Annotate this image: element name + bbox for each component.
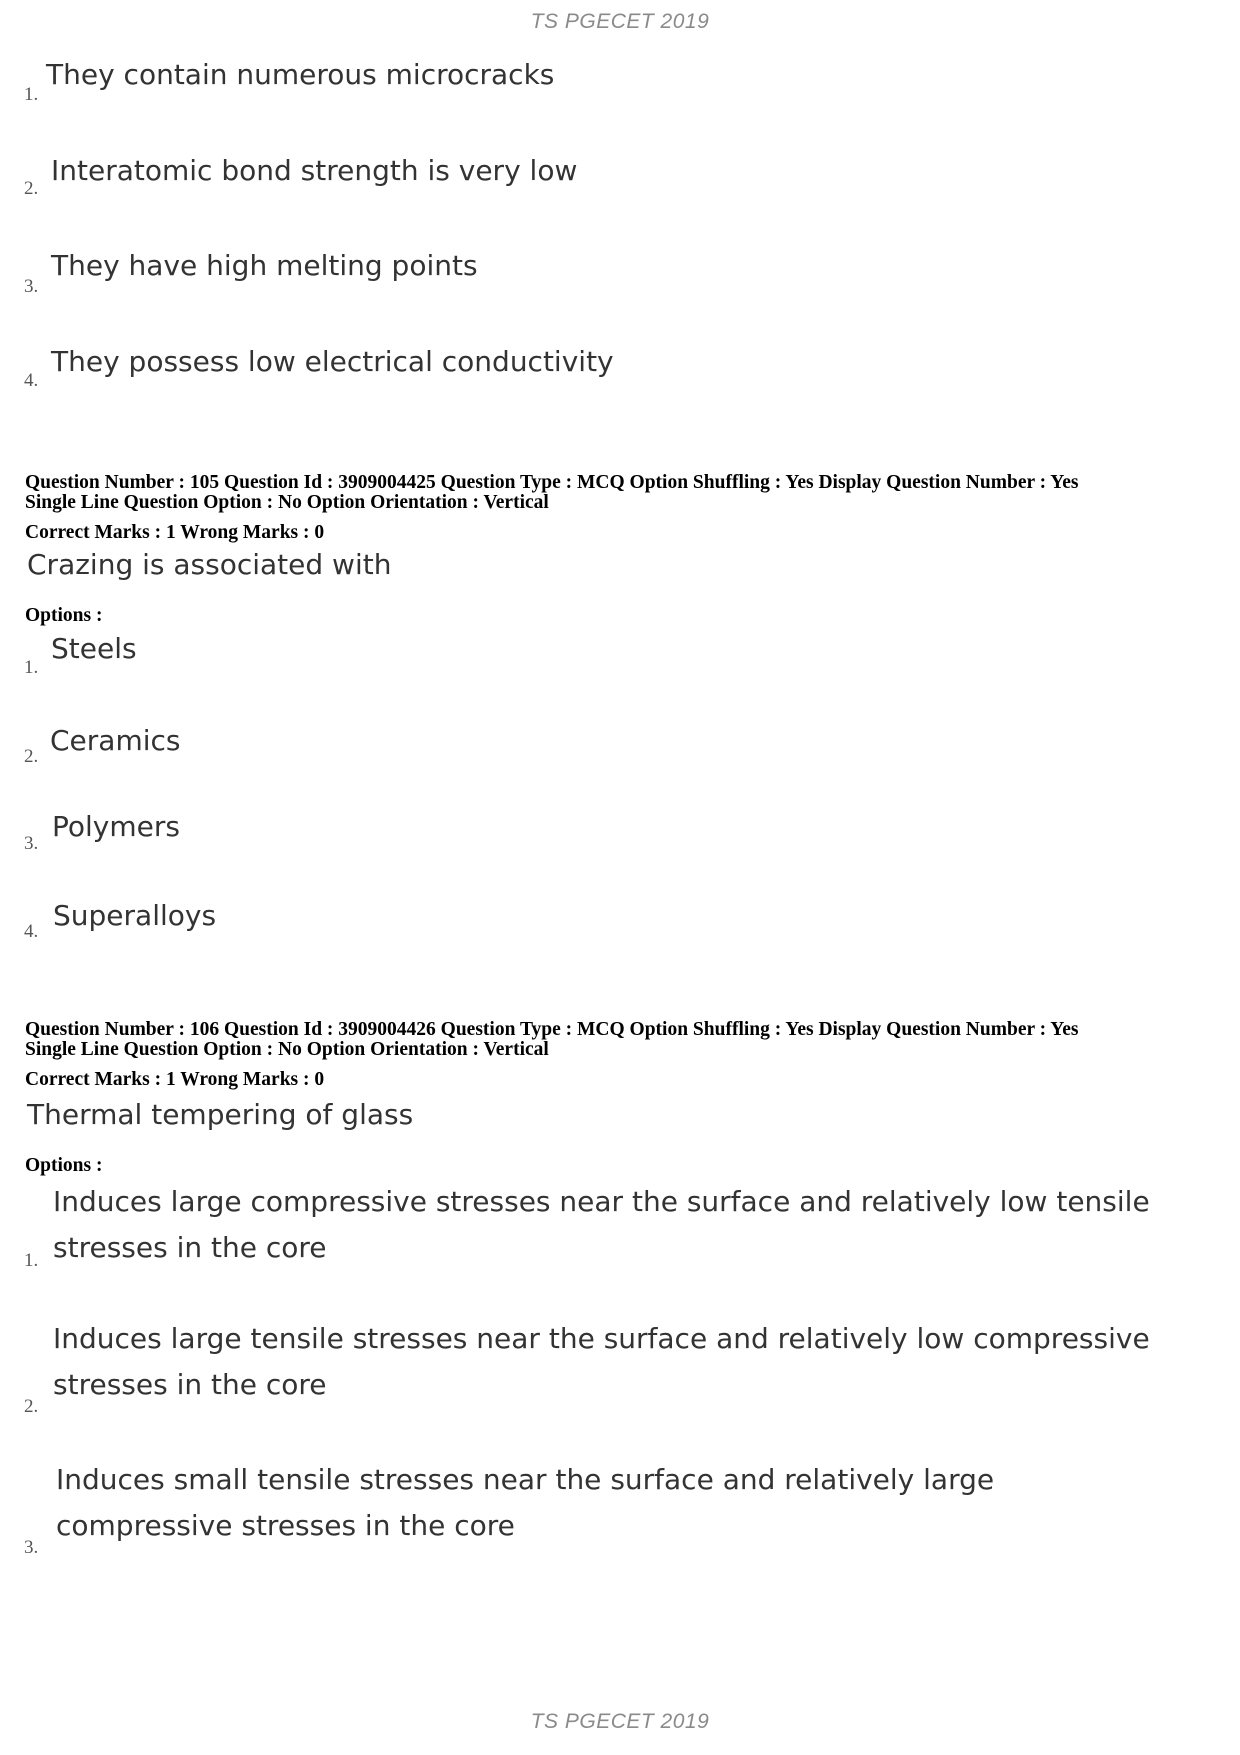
option-number: 2. <box>24 746 39 767</box>
option-text: Superalloys <box>53 899 217 932</box>
option-text: Ceramics <box>50 724 181 757</box>
option-text: They contain numerous microcracks <box>46 58 555 91</box>
option-number: 1. <box>24 657 39 678</box>
option-text: Interatomic bond strength is very low <box>51 154 578 187</box>
question-meta-line: Question Number : 105 Question Id : 3909004425 Question Type : MCQ Option Shuffling : Yes Display Question Number : Yes <box>25 472 1079 493</box>
option-text-line: Induces large tensile stresses near the surface and relatively low compressive <box>53 1322 1150 1355</box>
question-meta-line: Question Number : 106 Question Id : 3909004426 Question Type : MCQ Option Shuffling : Yes Display Question Number : Yes <box>25 1019 1079 1040</box>
option-text-line: stresses in the core <box>53 1231 327 1264</box>
option-text: They possess low electrical conductivity <box>51 345 614 378</box>
option-text-line: Induces large compressive stresses near the surface and relatively low tensile <box>53 1185 1150 1218</box>
option-text: Steels <box>51 632 137 665</box>
question-stem: Thermal tempering of glass <box>27 1098 414 1131</box>
question-marks: Correct Marks : 1 Wrong Marks : 0 <box>25 522 325 543</box>
option-number: 1. <box>24 1250 39 1271</box>
question-meta-line: Single Line Question Option : No Option Orientation : Vertical <box>25 492 549 513</box>
question-meta-line: Single Line Question Option : No Option Orientation : Vertical <box>25 1039 549 1060</box>
option-number: 3. <box>24 1537 39 1558</box>
option-number: 2. <box>24 1396 39 1417</box>
option-text-line: compressive stresses in the core <box>56 1509 515 1542</box>
option-number: 2. <box>24 178 39 199</box>
question-marks: Correct Marks : 1 Wrong Marks : 0 <box>25 1069 325 1090</box>
options-label: Options : <box>25 605 103 626</box>
page-footer: TS PGECET 2019 <box>530 1710 710 1733</box>
option-number: 1. <box>24 84 39 105</box>
option-text-line: stresses in the core <box>53 1368 327 1401</box>
option-text: Polymers <box>52 810 180 843</box>
option-number: 3. <box>24 833 39 854</box>
option-number: 4. <box>24 370 39 391</box>
options-label: Options : <box>25 1155 103 1176</box>
option-number: 3. <box>24 276 39 297</box>
option-number: 4. <box>24 921 39 942</box>
page-header: TS PGECET 2019 <box>530 10 710 33</box>
question-stem: Crazing is associated with <box>27 548 392 581</box>
option-text: They have high melting points <box>51 249 478 282</box>
option-text-line: Induces small tensile stresses near the surface and relatively large <box>56 1463 995 1496</box>
